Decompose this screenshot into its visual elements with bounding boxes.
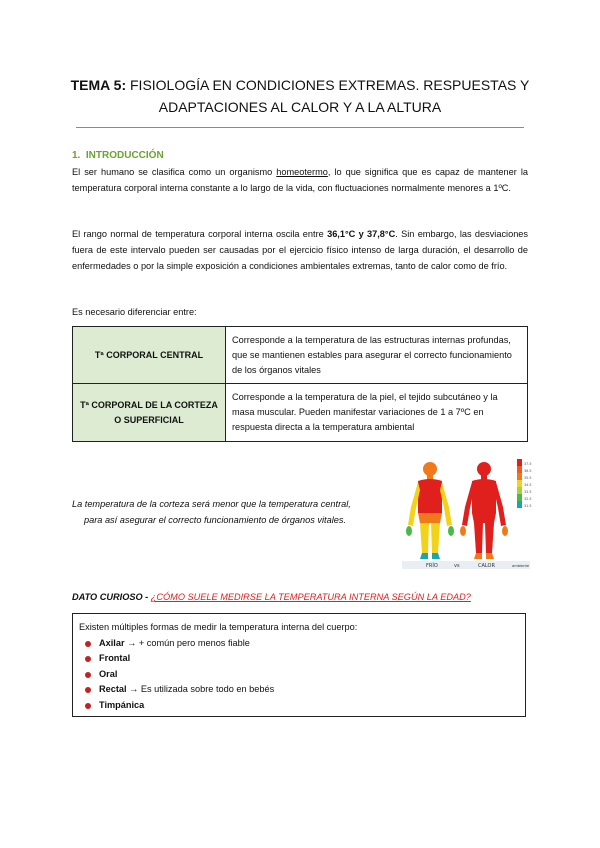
para1-text-end: , lo que significa que es capaz de mantener la temperatura corporal interna constante a lo largo de la vida, con fluctuaciones normalmente menores a 1ºC. xyxy=(72,167,528,193)
para2-text: El rango normal de temperatura corporal interna oscila entre xyxy=(72,229,328,239)
list-item xyxy=(79,651,519,666)
title-divider xyxy=(76,127,524,128)
label-vs: vs xyxy=(454,563,460,569)
cold-body-thermogram xyxy=(406,462,454,559)
desc-superficial: Corresponde a la temperatura de la piel, el tejido subcutáneo y la masa muscular. Pueden manifestar variaciones de 1 a 7ºC en respuesta directa a la temperatura ambiental xyxy=(226,384,528,442)
title-line1: FISIOLOGÍA EN CONDICIONES EXTREMAS. RESPUESTAS Y xyxy=(126,77,530,93)
caption-line1: La temperatura de la corteza será menor que la temperatura central, xyxy=(72,499,351,509)
page-title xyxy=(40,74,560,118)
intro-paragraph-1 xyxy=(72,165,528,197)
method-label: Oral xyxy=(99,668,118,679)
hot-body-thermogram xyxy=(460,462,508,559)
label-hot: CALOR xyxy=(478,563,495,569)
section-title: INTRODUCCIÓN xyxy=(85,150,164,161)
term-superficial: Tª CORPORAL DE LA CORTEZA O SUPERFICIAL xyxy=(73,384,226,442)
bullet-icon xyxy=(85,641,91,647)
label-strip xyxy=(402,561,530,569)
temperature-definitions-table xyxy=(72,326,528,442)
section-number: 1. xyxy=(72,150,81,161)
method-label: Frontal xyxy=(99,653,131,664)
method-label: Timpánica xyxy=(99,699,145,710)
legend-label: 36.5 xyxy=(524,469,532,473)
desc-central: Corresponde a la temperatura de las estructuras internas profundas, que se mantienen estables para asegurar el correcto funcionamiento de los órganos vitales xyxy=(226,327,528,384)
intro-paragraph-2 xyxy=(72,227,528,274)
curious-question: ¿CÓMO SUELE MEDIRSE LA TEMPERATURA INTERNA SEGÚN LA EDAD? xyxy=(150,592,471,602)
temp-low: 36,1°C xyxy=(327,229,356,239)
para1-text: El ser humano se clasifica como un organismo xyxy=(72,167,277,177)
legend-label: 32.5 xyxy=(524,497,532,501)
list-item xyxy=(79,682,519,697)
label-ambient: ambiente xyxy=(512,564,530,568)
bullet-icon xyxy=(85,687,91,693)
table-row xyxy=(73,384,528,442)
temperature-legend xyxy=(517,459,532,508)
curious-label: DATO CURIOSO - xyxy=(72,592,151,602)
method-label: Rectal xyxy=(99,684,127,695)
legend-label: 35.5 xyxy=(524,476,532,480)
figure-caption xyxy=(72,496,382,528)
list-item xyxy=(79,636,519,651)
temp-high: 37,8°C xyxy=(367,229,396,239)
method-label: Axilar xyxy=(99,638,125,648)
table-row xyxy=(73,327,528,384)
caption-line2: para así asegurar el correcto funcionamiento de órganos vitales. xyxy=(84,515,346,525)
legend-label: 34.5 xyxy=(524,483,532,487)
list-item xyxy=(79,698,519,713)
title-line2: ADAPTACIONES AL CALOR Y A LA ALTURA xyxy=(158,99,442,115)
label-cold: FRÍO xyxy=(426,563,438,569)
method-note: → + común pero menos fiable xyxy=(124,638,250,648)
bullet-icon xyxy=(85,703,91,709)
section-heading xyxy=(72,150,164,161)
title-bold: TEMA 5: xyxy=(70,77,127,93)
curious-fact-heading xyxy=(72,592,471,602)
term-central: Tª CORPORAL CENTRAL xyxy=(73,327,226,384)
temp-and: y xyxy=(355,229,368,239)
homeotermo-term: homeotermo xyxy=(276,167,328,177)
box-intro: Existen múltiples formas de medir la temperatura interna del cuerpo: xyxy=(79,622,358,632)
methods-list xyxy=(79,636,519,713)
list-item xyxy=(79,667,519,682)
intro-paragraph-3: Es necesario diferenciar entre: xyxy=(72,307,197,317)
legend-label: 31.5 xyxy=(524,504,532,508)
bullet-icon xyxy=(85,672,91,678)
method-note: → Es utilizada sobre todo en bebés xyxy=(126,684,275,695)
para2-text-end: . Sin embargo, las desviaciones fuera de este intervalo pueden ser causadas por el ejercicio físico intenso de larga duración, el desarrollo de enfermedades o por la simple exposición a condiciones ambientales extremas, tanto de calor como de frío. xyxy=(72,229,529,271)
legend-label: 37.5 xyxy=(524,462,532,466)
legend-label: 33.5 xyxy=(524,490,532,494)
thermal-body-figure xyxy=(402,455,530,569)
bullet-icon xyxy=(85,656,91,662)
measurement-methods-box xyxy=(72,613,526,717)
